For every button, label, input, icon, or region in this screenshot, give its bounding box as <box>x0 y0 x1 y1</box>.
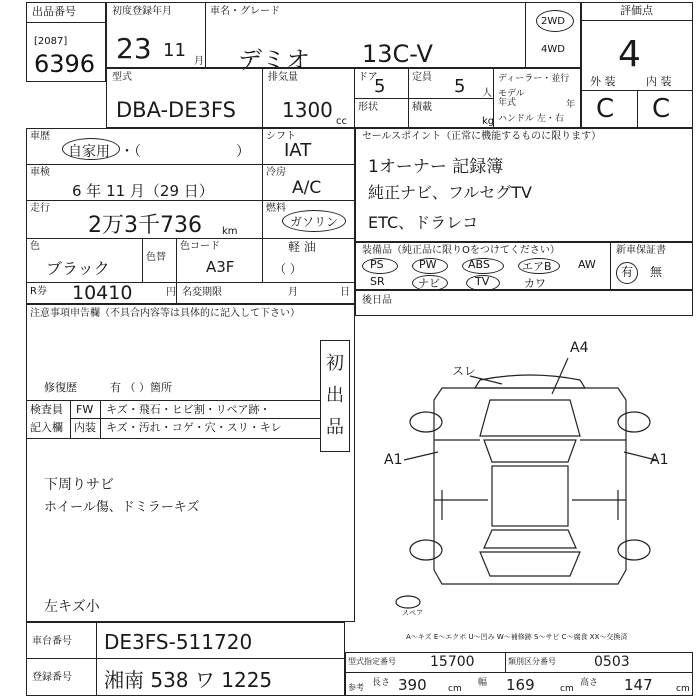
mark-a1-left <box>404 452 438 460</box>
name-change-label: 名変期限 <box>182 287 222 298</box>
doors-label: ドア <box>358 72 378 83</box>
plate-label: 登録番号 <box>32 672 72 683</box>
score-value: 4 <box>618 34 641 75</box>
sales-label: セールスポイント（正常に機能するものに限ります） <box>362 131 602 142</box>
lot-divider <box>26 22 106 23</box>
model-value: DBA-DE3FS <box>116 98 236 122</box>
exterior-label: 外 装 <box>590 75 616 88</box>
model-year-label: モデル年式 <box>498 89 525 108</box>
plate-value: 湘南 538 ワ 1225 <box>104 668 273 692</box>
div9 <box>26 164 355 165</box>
cc-unit: cc <box>336 116 347 127</box>
interior-grade: C <box>652 94 671 124</box>
equipment-label: 装備品（純正品に限りOをつけてください） <box>362 245 560 256</box>
warranty-no: 無 <box>650 265 663 279</box>
score-divider1 <box>581 20 693 21</box>
first-reg-month: 11 <box>163 40 186 61</box>
car-name: デミオ <box>238 46 310 74</box>
kg-unit: kg <box>482 116 495 127</box>
spare-tire <box>396 596 420 608</box>
eq-tv: TV <box>475 275 490 288</box>
yen-unit: 円 <box>166 287 176 298</box>
exterior-grade: C <box>596 94 615 124</box>
div25 <box>505 652 506 672</box>
eq-airbag: エアB <box>522 260 552 273</box>
mileage-value: 2万3千736 <box>88 213 202 238</box>
usage-close: ） <box>236 144 250 160</box>
int-label: 内装 <box>74 421 96 434</box>
div14 <box>142 238 143 282</box>
fuel-paren: （ ） <box>274 262 302 276</box>
color-value: ブラック <box>46 259 110 278</box>
width-label: 幅 <box>478 678 488 688</box>
color-tone-label: 色替 <box>146 252 166 263</box>
usage-value: 自家用 <box>68 144 110 160</box>
ac-value: A/C <box>292 178 322 198</box>
wheel-fr <box>618 412 650 432</box>
repair-value: 有 （ ）箇所 <box>110 381 172 394</box>
inspector-label1: 検査員 <box>30 403 63 416</box>
lot-sub: [2087] <box>34 36 68 47</box>
eq-navi: ナビ <box>418 277 440 290</box>
div24 <box>345 672 693 673</box>
person-unit: 人 <box>482 88 492 99</box>
type-num: 15700 <box>430 654 475 670</box>
load-label: 積載 <box>412 102 432 113</box>
eq-pw: PW <box>419 258 437 271</box>
div21 <box>100 400 101 438</box>
eq-aw: AW <box>578 258 596 271</box>
chassis-value: DE3FS-511720 <box>104 630 253 654</box>
fw-items: キズ・飛石・ヒビ割・リペア跡・ <box>106 403 271 416</box>
body-outline <box>434 388 626 584</box>
trunk <box>480 552 580 576</box>
score-divider3 <box>637 90 638 128</box>
model-label: 型式 <box>112 72 132 83</box>
wheel-fl <box>410 412 442 432</box>
first-listing: 初出品 <box>326 353 344 438</box>
eq-leather: カワ <box>524 277 546 290</box>
div15 <box>176 238 177 304</box>
tag-surre: スレ <box>452 364 477 378</box>
lot-number: 6396 <box>34 50 96 78</box>
lot-label: 出品番号 <box>32 5 76 18</box>
color-code-label: 色コード <box>180 241 220 252</box>
div1 <box>205 2 206 68</box>
int-items: キズ・汚れ・コゲ・穴・スリ・キレ <box>106 421 282 434</box>
warranty-label: 新車保証書 <box>616 245 666 256</box>
height-label: 高さ <box>580 678 599 688</box>
shift-label: シフト <box>266 131 296 142</box>
width-value: 169 <box>506 676 535 694</box>
notes-box <box>26 304 355 622</box>
div23 <box>96 622 97 696</box>
mileage-label: 走行 <box>30 203 50 214</box>
displacement-value: 1300 <box>282 98 333 122</box>
drive-4wd: 4WD <box>541 44 565 55</box>
windshield <box>484 440 576 462</box>
note-line3: 左キズ小 <box>44 599 100 615</box>
capacity-label: 定員 <box>412 72 432 83</box>
note-line1: 下周りサビ <box>44 477 114 493</box>
type-num-label: 型式指定番号 <box>348 657 396 666</box>
div19 <box>26 438 320 439</box>
first-reg-year: 23 <box>116 32 152 65</box>
note-line2: ホイール傷、ドミラーキズ <box>44 500 200 515</box>
notes-label: 注意事項申告欄（不具合内容等は具体的に記入して下さい） <box>30 308 300 319</box>
div22 <box>26 658 345 659</box>
name-change-month: 月 <box>288 287 298 298</box>
sales-line2: 純正ナビ、フルセグTV <box>368 183 532 202</box>
capacity-value: 5 <box>454 76 466 97</box>
eq-abs: ABS <box>468 258 490 271</box>
tag-a4: A4 <box>570 340 589 356</box>
km-unit: km <box>222 226 238 237</box>
hood <box>480 400 580 436</box>
sales-line3: ETC、ドラレコ <box>368 213 479 232</box>
inspection-label: 車検 <box>30 167 50 178</box>
fuel-alt: 軽 油 <box>288 240 316 254</box>
dealer-label: ディーラー・並行 <box>498 74 570 84</box>
rear-window <box>484 530 576 548</box>
length-cm: cm <box>448 684 462 694</box>
wheel-rr <box>618 540 650 560</box>
div2 <box>525 2 526 68</box>
year-unit: 年 <box>566 100 576 110</box>
div4 <box>262 68 263 128</box>
chassis-label: 車台番号 <box>32 636 72 647</box>
length-value: 390 <box>398 676 427 694</box>
class-num: 0503 <box>594 654 630 670</box>
rear-items-label: 後日品 <box>362 295 392 306</box>
div8 <box>354 98 493 99</box>
color-label: 色 <box>30 241 40 252</box>
fuel-label: 燃料 <box>266 203 286 214</box>
eq-sr: SR <box>370 275 385 288</box>
rear-items-box <box>355 290 693 316</box>
spare-label: スペア <box>402 609 423 617</box>
doors-value: 5 <box>374 76 386 97</box>
name-change-day: 日 <box>340 287 350 298</box>
inspection-value: 6 年 11 月（29 日） <box>72 182 214 200</box>
warranty-yes: 有 <box>621 265 634 279</box>
car-diagram <box>380 340 680 610</box>
handle-label: ハンドル 左・右 <box>498 114 564 124</box>
shift-value: IAT <box>284 140 312 161</box>
div18 <box>70 418 320 419</box>
height-value: 147 <box>624 676 653 694</box>
class-num-label: 類別区分番号 <box>508 657 556 666</box>
wheel-rl <box>410 540 442 560</box>
div13 <box>262 128 263 282</box>
div20 <box>70 400 71 438</box>
roof <box>492 466 568 526</box>
recycle-value: 10410 <box>72 282 133 304</box>
first-reg-label: 初度登録年月 <box>112 6 172 17</box>
repair-label: 修復歴 <box>44 381 77 394</box>
height-cm: cm <box>676 684 690 694</box>
car-grade: 13C-V <box>362 40 433 68</box>
first-reg-month-unit: 月 <box>194 56 204 67</box>
width-cm: cm <box>560 684 574 694</box>
diagram-legend: A～キズ E～エクボ U～凹み W～補修跡 S～サビ C～腐食 XX～交換済 <box>406 633 628 641</box>
eq-ps: PS <box>370 258 384 271</box>
tag-a1-left: A1 <box>384 452 403 468</box>
recycle-label: R券 <box>30 286 47 297</box>
drive-2wd: 2WD <box>541 16 565 27</box>
sales-line1: 1オーナー 記録簿 <box>368 157 504 177</box>
inspector-label2: 記入欄 <box>30 421 63 434</box>
fw-label: FW <box>76 403 94 416</box>
usage-paren: ・（ <box>120 144 141 160</box>
usage-label: 車歴 <box>30 131 50 142</box>
ref-label: 参考 <box>348 683 364 692</box>
interior-label: 内 装 <box>646 75 672 88</box>
shape-label: 形状 <box>358 102 378 113</box>
displacement-label: 排気量 <box>268 72 298 83</box>
color-code: A3F <box>206 258 235 276</box>
length-label: 長さ <box>372 678 391 688</box>
ac-label: 冷房 <box>266 167 286 178</box>
fuel-value: ガソリン <box>290 215 339 229</box>
tag-a1-right: A1 <box>650 452 669 468</box>
div16 <box>610 242 611 290</box>
score-label: 評価点 <box>620 4 653 17</box>
car-name-label: 車名・グレード <box>210 6 280 17</box>
